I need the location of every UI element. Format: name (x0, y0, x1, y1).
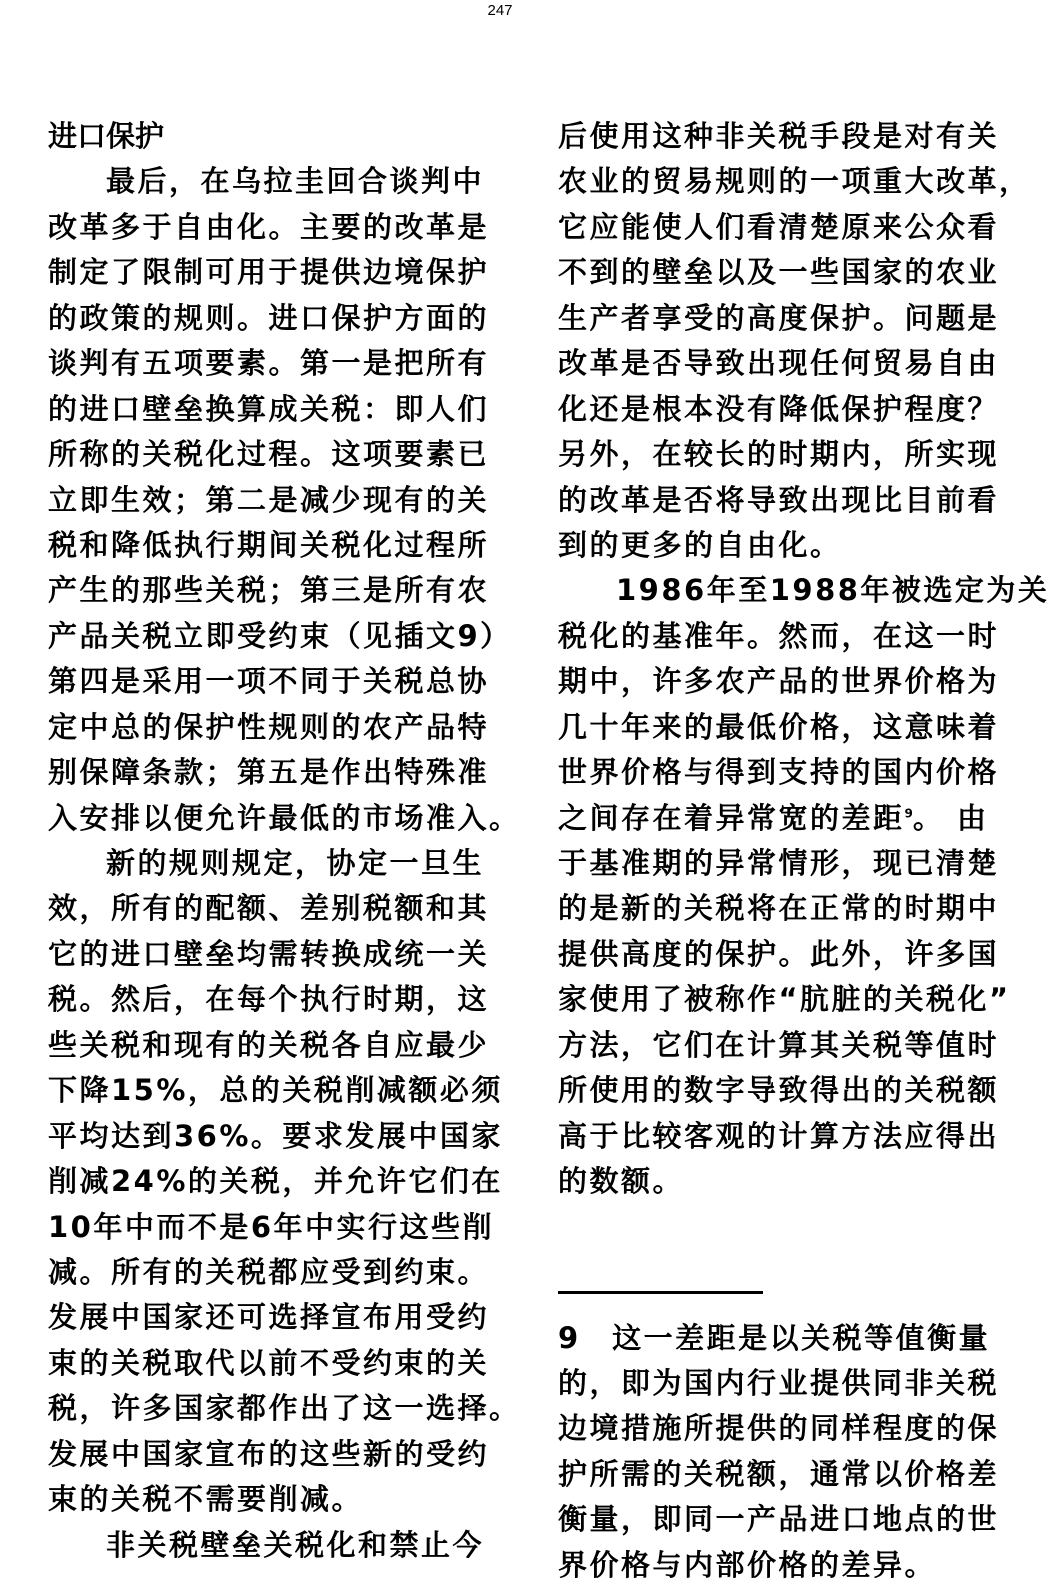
text-line: 世界价格与得到支持的国内价格 (558, 750, 988, 795)
text-line: 产生的那些关税；第三是所有农 (48, 568, 488, 613)
text-line: 家使用了被称作“肮脏的关税化” (558, 977, 988, 1022)
text-line: 的改革是否将导致出现比目前看 (558, 478, 988, 523)
footnote-line: 衡量，即同一产品进口地点的世 (558, 1497, 988, 1542)
text-segment: 。 由 (913, 801, 989, 835)
text-line: 税和降低执行期间关税化过程所 (48, 523, 488, 568)
text-line: 第四是采用一项不同于关税总协 (48, 659, 488, 704)
text-line: 平均达到36%。要求发展中国家 (48, 1114, 488, 1159)
footnote-line: 护所需的关税额，通常以价格差 (558, 1452, 988, 1497)
text-line: 1986年至1988年被选定为关 (558, 568, 988, 613)
text-line: 到的更多的自由化。 (558, 523, 988, 568)
text-line: 下降15%，总的关税削减额必须 (48, 1068, 488, 1113)
text-line: 方法，它们在计算其关税等值时 (558, 1023, 988, 1068)
text-line: 税。然后，在每个执行时期，这 (48, 977, 488, 1022)
page-number: 247 (0, 2, 1000, 19)
footnote-line: 边境措施所提供的同样程度的保 (558, 1406, 988, 1451)
text-line: 几十年来的最低价格，这意味着 (558, 705, 988, 750)
right-column (558, 114, 988, 1588)
text-line: 期中，许多农产品的世界价格为 (558, 659, 988, 704)
text-line: 高于比较客观的计算方法应得出 (558, 1114, 988, 1159)
text-line: 谈判有五项要素。第一是把所有 (48, 341, 488, 386)
text-line: 的数额。 (558, 1159, 988, 1204)
footnote-line: 9 这一差距是以关税等值衡量 (558, 1316, 988, 1361)
text-line: 化还是根本没有降低保护程度？ (558, 387, 988, 432)
text-line: 些关税和现有的关税各自应最少 (48, 1023, 488, 1068)
text-line: 税，许多国家都作出了这一选择。 (48, 1386, 488, 1431)
text-line: 它应能使人们看清楚原来公众看 (558, 205, 988, 250)
text-line: 新的规则规定，协定一旦生 (48, 841, 488, 886)
text-line: 产品关税立即受约束（见插文9） (48, 614, 488, 659)
text-line: 立即生效；第二是减少现有的关 (48, 478, 488, 523)
text-line: 最后，在乌拉圭回合谈判中 (48, 159, 488, 204)
text-line: 定中总的保护性规则的农产品特 (48, 705, 488, 750)
text-line: 非关税壁垒关税化和禁止今 (48, 1523, 488, 1568)
text-segment: 之间存在着异常宽的差距 (558, 801, 905, 835)
footnote (558, 1316, 988, 1588)
text-line (558, 796, 988, 841)
footnote-line: 界价格与内部价格的差异。 (558, 1543, 988, 1588)
text-line: 改革多于自由化。主要的改革是 (48, 205, 488, 250)
section-heading: 进口保护 (48, 114, 488, 159)
text-line: 不到的壁垒以及一些国家的农业 (558, 250, 988, 295)
text-line: 税化的基准年。然而，在这一时 (558, 614, 988, 659)
text-line: 另外，在较长的时期内，所实现 (558, 432, 988, 477)
text-line: 束的关税不需要削减。 (48, 1477, 488, 1522)
text-line: 别保障条款；第五是作出特殊准 (48, 750, 488, 795)
text-line: 制定了限制可用于提供边境保护 (48, 250, 488, 295)
text-line: 于基准期的异常情形，现已清楚 (558, 841, 988, 886)
text-line: 10年中而不是6年中实行这些削 (48, 1205, 488, 1250)
text-line: 的政策的规则。进口保护方面的 (48, 296, 488, 341)
text-line: 发展中国家还可选择宣布用受约 (48, 1295, 488, 1340)
text-line: 农业的贸易规则的一项重大改革， (558, 159, 988, 204)
left-column (48, 114, 488, 1568)
text-line: 发展中国家宣布的这些新的受约 (48, 1432, 488, 1477)
text-line: 束的关税取代以前不受约束的关 (48, 1341, 488, 1386)
text-line: 生产者享受的高度保护。问题是 (558, 296, 988, 341)
footnote-separator (558, 1291, 763, 1294)
text-line: 它的进口壁垒均需转换成统一关 (48, 932, 488, 977)
text-line: 提供高度的保护。此外，许多国 (558, 932, 988, 977)
text-line: 入安排以便允许最低的市场准入。 (48, 796, 488, 841)
text-line: 的是新的关税将在正常的时期中 (558, 886, 988, 931)
footnote-ref[interactable]: 9 (905, 806, 913, 820)
spacer (558, 1205, 988, 1291)
text-line: 减。所有的关税都应受到约束。 (48, 1250, 488, 1295)
text-line: 的进口壁垒换算成关税：即人们 (48, 387, 488, 432)
text-line: 改革是否导致出现任何贸易自由 (558, 341, 988, 386)
text-line: 效，所有的配额、差别税额和其 (48, 886, 488, 931)
text-line: 所称的关税化过程。这项要素已 (48, 432, 488, 477)
text-line: 削减24%的关税，并允许它们在 (48, 1159, 488, 1204)
text-line: 后使用这种非关税手段是对有关 (558, 114, 988, 159)
text-line: 所使用的数字导致得出的关税额 (558, 1068, 988, 1113)
footnote-line: 的，即为国内行业提供同非关税 (558, 1361, 988, 1406)
